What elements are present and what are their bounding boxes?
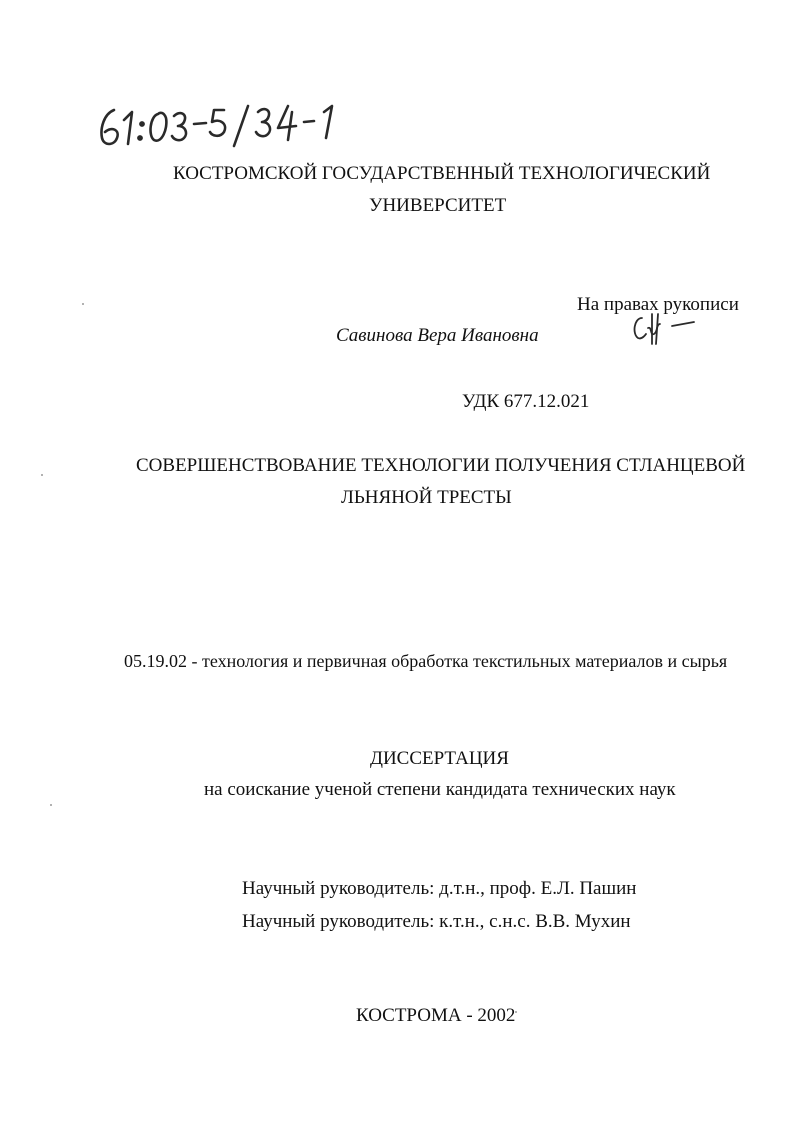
scan-speck: [515, 1011, 517, 1013]
degree: на соискание ученой степени кандидата технических наук: [204, 779, 676, 800]
udc-code: УДК 677.12.021: [462, 391, 590, 412]
city-year: КОСТРОМА - 2002: [356, 1005, 516, 1026]
university-name-line2: УНИВЕРСИТЕТ: [369, 195, 507, 216]
scan-speck: [41, 474, 43, 476]
scan-speck: [82, 303, 84, 305]
manuscript-note: На правах рукописи: [577, 294, 739, 315]
document-type: ДИССЕРТАЦИЯ: [370, 748, 509, 769]
university-name-line1: КОСТРОМСКОЙ ГОСУДАРСТВЕННЫЙ ТЕХНОЛОГИЧЕСКИЙ: [173, 163, 711, 184]
supervisor-1: Научный руководитель: д.т.н., проф. Е.Л. Пашин: [242, 878, 637, 899]
archive-code-handwritten: [92, 98, 352, 154]
title-line2: ЛЬНЯНОЙ ТРЕСТЫ: [341, 487, 512, 508]
author-name: Савинова Вера Ивановна: [336, 325, 539, 346]
signature: [628, 310, 700, 350]
title-line1: СОВЕРШЕНСТВОВАНИЕ ТЕХНОЛОГИИ ПОЛУЧЕНИЯ СТЛАНЦЕВОЙ: [136, 455, 746, 476]
supervisor-2: Научный руководитель: к.т.н., с.н.с. В.В. Мухин: [242, 911, 631, 932]
scan-speck: [50, 804, 52, 806]
specialty: 05.19.02 - технология и первичная обработка текстильных материалов и сырья: [124, 651, 728, 671]
